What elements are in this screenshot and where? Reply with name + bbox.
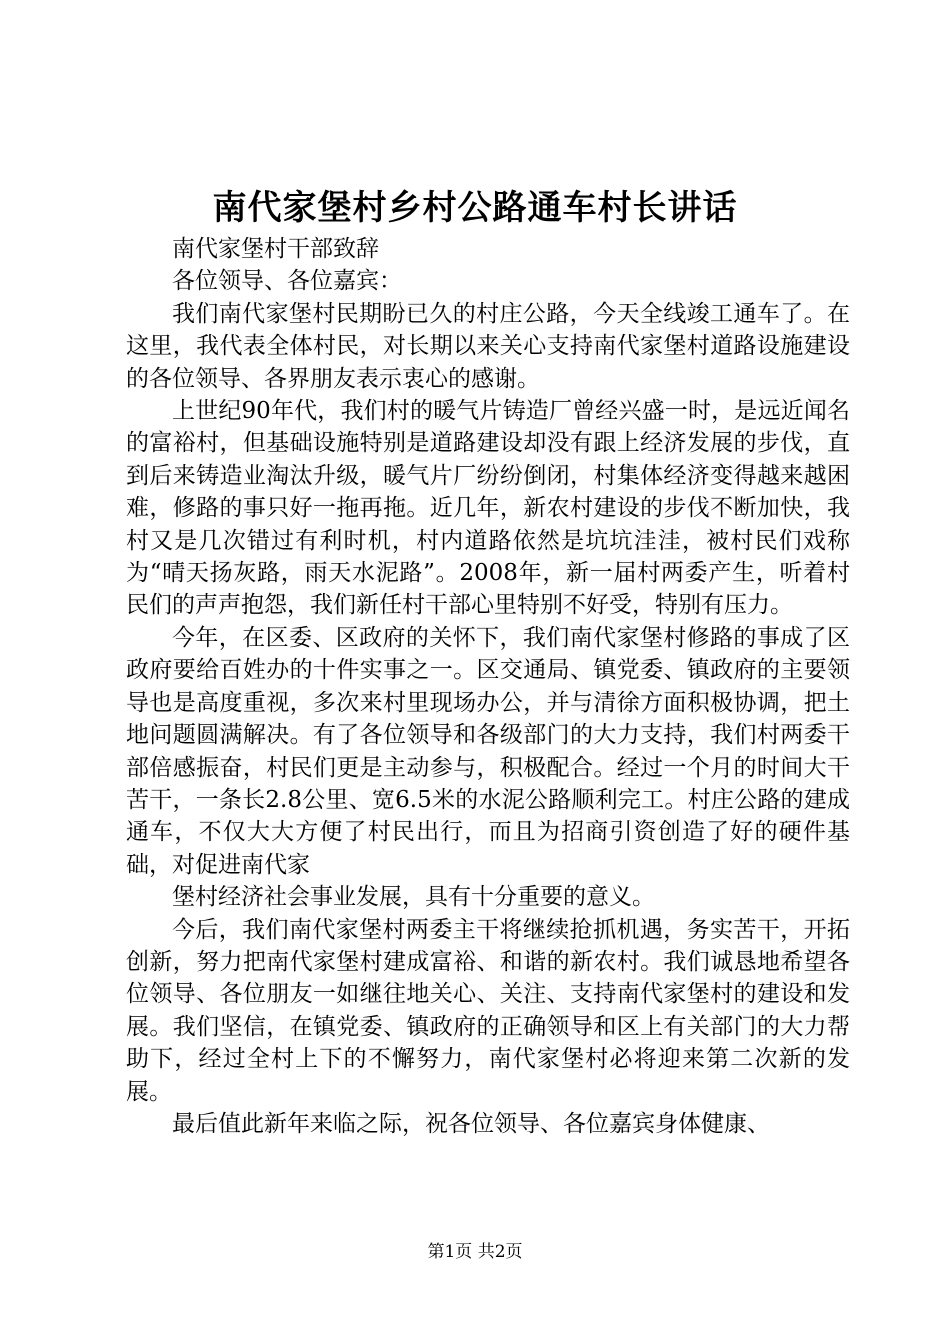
paragraph-opening: 我们南代家堡村民期盼已久的村庄公路，今天全线竣工通车了。在这里，我代表全体村民，对长期以来关心支持南代家堡村道路设施建设的各位领导、各界朋友表示衷心的感谢。	[126, 300, 850, 392]
paragraph-future: 今后，我们南代家堡村两委主干将继续抢抓机遇，务实苦干，开拓创新，努力把南代家堡村建成富裕、和谐的新农村。我们诚恳地希望各位领导、各位朋友一如继往地关心、关注、支持南代家堡村的建设和发展。我们坚信，在镇党委、镇政府的正确领导和区上有关部门的大力帮助下，经过全村上下的不懈努力，南代家堡村必将迎来第二次新的发展。	[126, 916, 850, 1105]
paragraph-history: 上世纪90年代，我们村的暖气片铸造厂曾经兴盛一时，是远近闻名的富裕村，但基础设施特别是道路建设却没有跟上经济发展的步伐，直到后来铸造业淘汰升级，暖气片厂纷纷倒闭，村集体经济变得越来越困难，修路的事只好一拖再拖。近几年，新农村建设的步伐不断加快，我村又是几次错过有利时机，村内道路依然是坑坑洼洼，被村民们戏称为“晴天扬灰路，雨天水泥路”。2008年，新一届村两委产生，听着村民们的声声抱怨，我们新任村干部心里特别不好受，特别有压力。	[126, 398, 850, 619]
paragraph-construction: 今年，在区委、区政府的关怀下，我们南代家堡村修路的事成了区政府要给百姓办的十件实事之一。区交通局、镇党委、镇政府的主要领导也是高度重视，多次来村里现场办公，并与清徐方面积极协调，把土地问题圆满解决。有了各位领导和各级部门的大力支持，我们村两委干部倍感振奋，村民们更是主动参与，积极配合。经过一个月的时间大干苦干，一条长2.8公里、宽6.5米的水泥公路顺利完工。村庄公路的建成通车，不仅大大方便了村民出行，而且为招商引资创造了好的硬件基础，对促进南代家	[126, 624, 850, 878]
page-number: 第1页 共2页	[427, 1242, 523, 1262]
document-body	[126, 233, 850, 1140]
document-title: 南代家堡村乡村公路通车村长讲话	[212, 188, 738, 228]
paragraph-salutation: 各位领导、各位嘉宾：	[172, 268, 402, 295]
paragraph-significance: 堡村经济社会事业发展，具有十分重要的意义。	[172, 884, 655, 911]
paragraph-signature: 南代家堡村干部致辞	[172, 236, 379, 262]
paragraph-closing: 最后值此新年来临之际，祝各位领导、各位嘉宾身体健康、	[172, 1110, 770, 1137]
